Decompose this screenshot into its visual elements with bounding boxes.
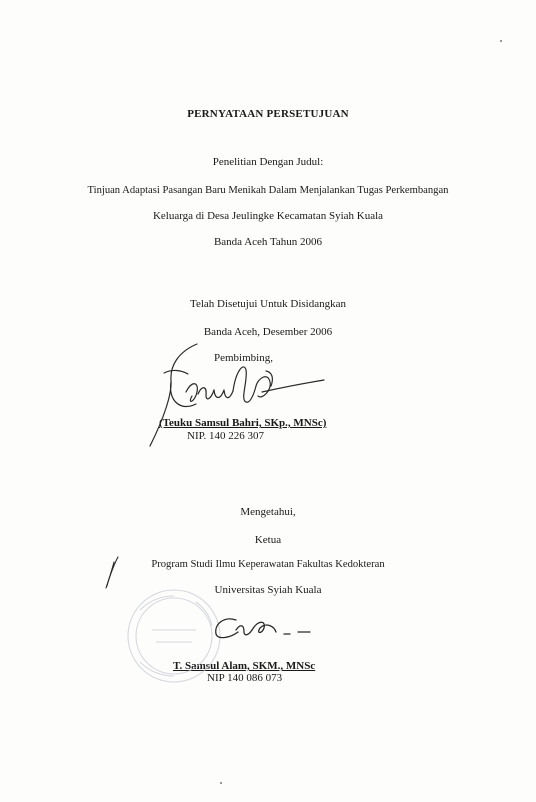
approval-statement: Telah Disetujui Untuk Disidangkan	[190, 298, 346, 310]
head-name: T. Samsul Alam, SKM., MNSc	[173, 660, 316, 672]
acknowledgement-program: Program Studi Ilmu Keperawatan Fakultas Kedokteran	[151, 559, 385, 570]
supervisor-name: (Teuku Samsul Bahri, SKp., MNSc)	[159, 417, 327, 429]
research-title-line-3: Banda Aceh Tahun 2006	[213, 236, 323, 248]
head-signature	[216, 619, 310, 638]
supervisor-nip: NIP. 140 226 307	[187, 430, 265, 442]
supervisor-role: Pembimbing,	[214, 352, 273, 364]
research-title-line-1: Tinjuan Adaptasi Pasangan Baru Menikah Dalam Menjalankan Tugas Perkembangan	[87, 185, 449, 196]
acknowledgement-label: Mengetahui,	[240, 506, 296, 518]
scan-speck	[220, 782, 222, 784]
acknowledgement-position: Ketua	[254, 534, 282, 546]
document-heading: PERNYATAAN PERSETUJUAN	[187, 108, 349, 120]
acknowledgement-university: Universitas Syiah Kuala	[214, 584, 322, 596]
research-intro: Penelitian Dengan Judul:	[212, 156, 324, 168]
scan-speck	[500, 40, 502, 42]
research-title-line-2: Keluarga di Desa Jeulingke Kecamatan Syiah Kuala	[152, 210, 384, 222]
place-date: Banda Aceh, Desember 2006	[203, 326, 333, 338]
head-nip: NIP 140 086 073	[207, 672, 283, 684]
